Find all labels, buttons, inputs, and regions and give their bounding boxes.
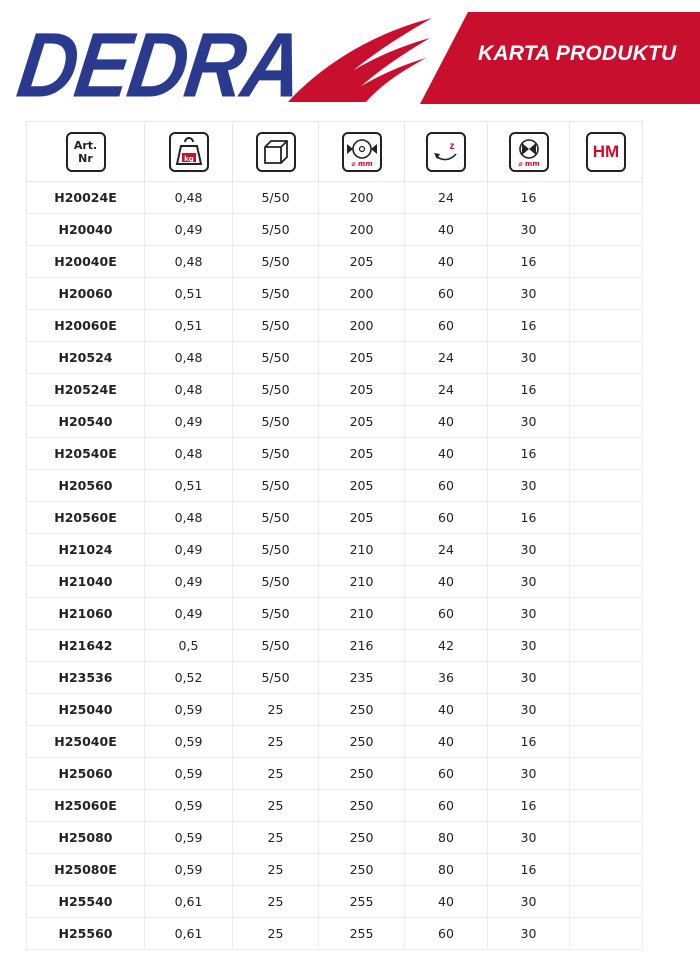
bore-diameter-label: ⌀ mm [517,159,540,168]
cell-outer-diameter: 205 [319,502,405,534]
cell-hm [570,662,643,694]
cell-teeth: 40 [405,406,488,438]
cell-art-nr: H20060 [27,278,145,310]
cell-outer-diameter: 205 [319,406,405,438]
table-header-row [27,122,643,182]
cell-teeth: 60 [405,470,488,502]
cell-weight: 0,59 [145,854,233,886]
cell-art-nr: H21060 [27,598,145,630]
cell-bore-diameter: 16 [488,438,570,470]
cell-outer-diameter: 250 [319,694,405,726]
cell-bore-diameter: 16 [488,246,570,278]
cell-art-nr: H25040 [27,694,145,726]
table-row [27,886,643,918]
cell-outer-diameter: 255 [319,886,405,918]
cell-hm [570,598,643,630]
cell-bore-diameter: 30 [488,598,570,630]
cell-package: 5/50 [233,182,319,214]
cell-hm [570,918,643,950]
cell-weight: 0,49 [145,214,233,246]
cell-hm [570,758,643,790]
cell-art-nr: H25540 [27,886,145,918]
outer-diameter-mm-icon [342,132,382,172]
cell-hm [570,502,643,534]
cell-bore-diameter: 30 [488,278,570,310]
product-spec-table [26,121,643,950]
cell-hm [570,790,643,822]
column-header-teeth [405,122,488,182]
cell-outer-diameter: 205 [319,374,405,406]
cell-package: 5/50 [233,502,319,534]
hm-label: HM [592,141,620,161]
cell-outer-diameter: 200 [319,278,405,310]
cell-art-nr: H25040E [27,726,145,758]
cell-weight: 0,61 [145,918,233,950]
table-row [27,246,643,278]
cell-package: 5/50 [233,566,319,598]
table-row [27,790,643,822]
cell-art-nr: H25080E [27,854,145,886]
table-row [27,854,643,886]
cell-teeth: 80 [405,854,488,886]
cell-teeth: 40 [405,566,488,598]
cell-outer-diameter: 250 [319,822,405,854]
table-row [27,598,643,630]
table-row [27,534,643,566]
cell-package: 5/50 [233,534,319,566]
cell-outer-diameter: 210 [319,534,405,566]
cell-hm [570,854,643,886]
cell-art-nr: H25060 [27,758,145,790]
cell-outer-diameter: 200 [319,182,405,214]
cell-package: 5/50 [233,470,319,502]
cell-outer-diameter: 210 [319,566,405,598]
cell-teeth: 80 [405,822,488,854]
cell-weight: 0,48 [145,182,233,214]
cell-teeth: 40 [405,726,488,758]
cell-package: 5/50 [233,662,319,694]
cell-teeth: 40 [405,886,488,918]
cell-hm [570,566,643,598]
cell-teeth: 60 [405,758,488,790]
cell-weight: 0,5 [145,630,233,662]
cell-weight: 0,51 [145,310,233,342]
cell-weight: 0,48 [145,502,233,534]
cell-bore-diameter: 30 [488,758,570,790]
cell-weight: 0,52 [145,662,233,694]
cell-package: 25 [233,694,319,726]
cell-outer-diameter: 250 [319,854,405,886]
table-row [27,470,643,502]
cell-art-nr: H21642 [27,630,145,662]
cell-bore-diameter: 16 [488,854,570,886]
table-row [27,822,643,854]
cell-art-nr: H20540E [27,438,145,470]
column-header-bore-diameter [488,122,570,182]
cell-teeth: 40 [405,214,488,246]
header [0,0,700,120]
cell-art-nr: H23536 [27,662,145,694]
cell-bore-diameter: 16 [488,502,570,534]
cell-art-nr: H21040 [27,566,145,598]
cell-bore-diameter: 30 [488,470,570,502]
cell-art-nr: H25560 [27,918,145,950]
cell-hm [570,182,643,214]
cell-weight: 0,49 [145,534,233,566]
bore-diameter-mm-icon [509,132,549,172]
cell-outer-diameter: 205 [319,246,405,278]
cell-weight: 0,51 [145,470,233,502]
cell-package: 5/50 [233,246,319,278]
column-header-weight [145,122,233,182]
cell-bore-diameter: 30 [488,214,570,246]
column-header-hm [570,122,643,182]
table-row [27,662,643,694]
cell-teeth: 24 [405,534,488,566]
cell-teeth: 24 [405,342,488,374]
cell-package: 25 [233,790,319,822]
cell-art-nr: H20560 [27,470,145,502]
cell-outer-diameter: 250 [319,790,405,822]
column-header-outer-diameter [319,122,405,182]
table-row [27,182,643,214]
cell-bore-diameter: 30 [488,406,570,438]
cell-art-nr: H20540 [27,406,145,438]
table-row [27,406,643,438]
cell-hm [570,406,643,438]
cell-art-nr: H20024E [27,182,145,214]
cell-package: 5/50 [233,374,319,406]
cell-bore-diameter: 30 [488,886,570,918]
cell-package: 5/50 [233,438,319,470]
table-row [27,342,643,374]
cell-hm [570,534,643,566]
cell-weight: 0,48 [145,246,233,278]
cell-outer-diameter: 210 [319,598,405,630]
cell-package: 25 [233,854,319,886]
cell-teeth: 60 [405,598,488,630]
cell-weight: 0,59 [145,758,233,790]
cell-hm [570,310,643,342]
cell-teeth: 40 [405,438,488,470]
dedra-logo: DEDRA [11,14,308,117]
table-row [27,310,643,342]
cell-bore-diameter: 30 [488,662,570,694]
cell-hm [570,470,643,502]
cell-hm [570,886,643,918]
table-row [27,726,643,758]
cell-weight: 0,48 [145,342,233,374]
cell-package: 5/50 [233,214,319,246]
table-row [27,758,643,790]
cell-teeth: 60 [405,918,488,950]
cell-weight: 0,61 [145,886,233,918]
cell-outer-diameter: 255 [319,918,405,950]
cell-package: 25 [233,758,319,790]
table-row [27,502,643,534]
cell-weight: 0,48 [145,374,233,406]
cell-bore-diameter: 30 [488,534,570,566]
cell-art-nr: H25080 [27,822,145,854]
cell-teeth: 60 [405,790,488,822]
cell-outer-diameter: 216 [319,630,405,662]
cell-hm [570,694,643,726]
art-nr-icon [66,132,106,172]
cell-weight: 0,49 [145,598,233,630]
cell-bore-diameter: 16 [488,182,570,214]
outer-diameter-label: ⌀ mm [350,159,373,168]
cell-bore-diameter: 30 [488,342,570,374]
cell-art-nr: H20060E [27,310,145,342]
cell-hm [570,342,643,374]
cell-teeth: 60 [405,310,488,342]
cell-bore-diameter: 30 [488,822,570,854]
cell-weight: 0,49 [145,566,233,598]
cell-bore-diameter: 30 [488,630,570,662]
cell-outer-diameter: 205 [319,438,405,470]
cell-teeth: 24 [405,182,488,214]
cell-outer-diameter: 200 [319,214,405,246]
cell-outer-diameter: 250 [319,726,405,758]
cell-bore-diameter: 30 [488,694,570,726]
cell-package: 5/50 [233,310,319,342]
cell-package: 25 [233,886,319,918]
table-row [27,214,643,246]
table-row [27,630,643,662]
cell-outer-diameter: 235 [319,662,405,694]
cell-outer-diameter: 205 [319,470,405,502]
logo-swoosh-icon [280,12,440,107]
package-box-icon [256,132,296,172]
cell-hm [570,822,643,854]
art-nr-label: Art. Nr [73,138,98,165]
cell-art-nr: H20524 [27,342,145,374]
cell-teeth: 40 [405,246,488,278]
cell-package: 5/50 [233,406,319,438]
table-row [27,694,643,726]
table-row [27,278,643,310]
hm-carbide-icon [586,132,626,172]
cell-weight: 0,59 [145,694,233,726]
cell-weight: 0,48 [145,438,233,470]
cell-art-nr: H25060E [27,790,145,822]
weight-unit-label: kg [183,154,194,163]
cell-weight: 0,51 [145,278,233,310]
cell-teeth: 24 [405,374,488,406]
cell-hm [570,246,643,278]
cell-package: 5/50 [233,278,319,310]
cell-bore-diameter: 16 [488,726,570,758]
cell-package: 5/50 [233,598,319,630]
cell-art-nr: H20560E [27,502,145,534]
cell-outer-diameter: 200 [319,310,405,342]
cell-bore-diameter: 16 [488,374,570,406]
cell-outer-diameter: 250 [319,758,405,790]
cell-weight: 0,59 [145,790,233,822]
cell-package: 5/50 [233,630,319,662]
cell-bore-diameter: 30 [488,566,570,598]
column-header-package [233,122,319,182]
table-row [27,374,643,406]
cell-hm [570,374,643,406]
cell-package: 25 [233,726,319,758]
cell-bore-diameter: 16 [488,310,570,342]
table-row [27,566,643,598]
banner-title: KARTA PRODUKTU [478,42,677,65]
cell-package: 5/50 [233,342,319,374]
cell-teeth: 60 [405,278,488,310]
cell-hm [570,278,643,310]
cell-teeth: 36 [405,662,488,694]
weight-kg-icon [169,132,209,172]
cell-art-nr: H20524E [27,374,145,406]
cell-weight: 0,49 [145,406,233,438]
cell-hm [570,726,643,758]
cell-weight: 0,59 [145,822,233,854]
column-header-art-nr [27,122,145,182]
cell-teeth: 40 [405,694,488,726]
cell-hm [570,214,643,246]
cell-teeth: 42 [405,630,488,662]
cell-bore-diameter: 16 [488,790,570,822]
cell-art-nr: H20040E [27,246,145,278]
cell-art-nr: H21024 [27,534,145,566]
cell-hm [570,438,643,470]
cell-hm [570,630,643,662]
cell-weight: 0,59 [145,726,233,758]
cell-bore-diameter: 30 [488,918,570,950]
teeth-label: z [449,140,455,152]
cell-teeth: 60 [405,502,488,534]
cell-package: 25 [233,918,319,950]
cell-art-nr: H20040 [27,214,145,246]
table-row [27,918,643,950]
cell-package: 25 [233,822,319,854]
teeth-count-z-icon [426,132,466,172]
table-body [27,182,643,950]
table-row [27,438,643,470]
cell-outer-diameter: 205 [319,342,405,374]
